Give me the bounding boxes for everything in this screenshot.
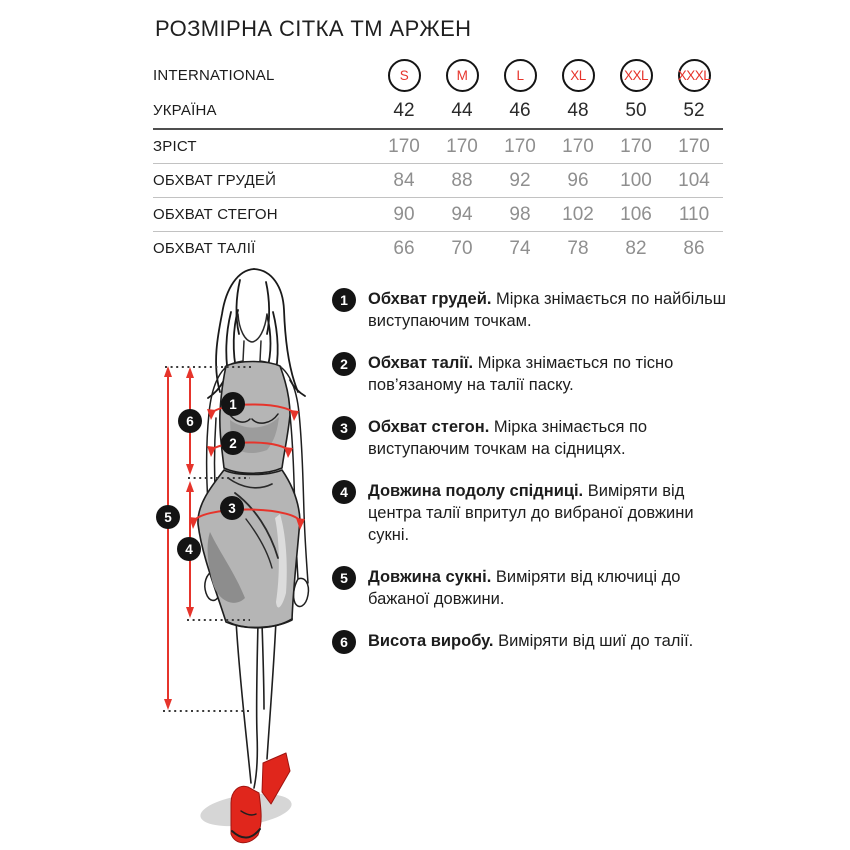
- legend-number-badge: 5: [332, 566, 356, 590]
- marker-6: [178, 409, 202, 433]
- measurement-value: 74: [509, 237, 531, 259]
- international-cell: [549, 59, 607, 92]
- measurement-value: 92: [509, 169, 531, 191]
- value-cell: [665, 204, 723, 226]
- ukraine-size-value: 46: [509, 99, 531, 121]
- size-circle: XL: [562, 59, 595, 92]
- ukraine-label: УКРАЇНА: [153, 102, 217, 119]
- international-cell: [433, 59, 491, 92]
- value-cell: [491, 170, 549, 192]
- table-row: [153, 128, 723, 163]
- measurement-value: 86: [683, 237, 705, 259]
- measurement-value: 106: [620, 203, 652, 225]
- measurement-value: 170: [504, 135, 536, 157]
- value-cell: [549, 204, 607, 226]
- measurement-value: 170: [562, 135, 594, 157]
- legend-item: [332, 352, 734, 396]
- measurement-value: 94: [451, 203, 473, 225]
- measurement-value: 70: [451, 237, 473, 259]
- value-cell: [375, 170, 433, 192]
- measurement-value: 170: [446, 135, 478, 157]
- svg-text:5: 5: [164, 510, 172, 525]
- value-cell: [433, 136, 491, 158]
- legend-item: [332, 566, 734, 610]
- page-title: РОЗМІРНА СІТКА ТМ АРЖЕН: [155, 16, 472, 41]
- measurement-value: 104: [678, 169, 710, 191]
- value-cell: [607, 238, 665, 260]
- marker-5: [156, 505, 180, 529]
- marker-2: [221, 431, 245, 455]
- measurement-legend: [332, 288, 734, 674]
- svg-text:6: 6: [186, 414, 194, 429]
- ukraine-size-value: 50: [625, 99, 647, 121]
- measurement-value: 84: [393, 169, 415, 191]
- ukraine-size-value: 42: [393, 99, 415, 121]
- international-cell: [491, 59, 549, 92]
- ukraine-size-value: 48: [567, 99, 589, 121]
- value-cell: [607, 170, 665, 192]
- measurement-value: 82: [625, 237, 647, 259]
- size-table: [153, 57, 723, 265]
- table-row: [153, 197, 723, 231]
- legend-text: Висота виробу. Виміряти від шиї до талії.: [368, 632, 694, 650]
- value-cell: [375, 204, 433, 226]
- ukraine-cell: [607, 100, 665, 122]
- legend-term: Обхват грудей.: [368, 290, 492, 308]
- value-cell: [665, 238, 723, 260]
- marker-1: [221, 392, 245, 416]
- ukraine-size-value: 52: [683, 99, 705, 121]
- measurement-value: 90: [393, 203, 415, 225]
- legend-number-badge: 3: [332, 416, 356, 440]
- legend-term: Висота виробу.: [368, 632, 494, 650]
- value-cell: [491, 238, 549, 260]
- ukraine-cell: [433, 100, 491, 122]
- svg-text:3: 3: [228, 501, 236, 516]
- value-cell: [665, 136, 723, 158]
- measurement-value: 66: [393, 237, 415, 259]
- legend-text: Довжина сукні. Виміряти від ключиці до бажаної довжини.: [368, 568, 681, 608]
- figure-illustration: [140, 262, 340, 850]
- value-cell: [491, 204, 549, 226]
- legend-term: Довжина подолу спідниці.: [368, 482, 584, 500]
- value-cell: [665, 170, 723, 192]
- legend-text: Обхват стегон. Мірка знімається по виступаючим точкам на сідницях.: [368, 418, 648, 458]
- legend-item: [332, 288, 734, 332]
- ukraine-cell: [549, 100, 607, 122]
- legend-text: Обхват талії. Мірка знімається по тісно пов’язаному на талії паску.: [368, 354, 674, 394]
- measurement-value: 170: [678, 135, 710, 157]
- legend-number-badge: 6: [332, 630, 356, 654]
- legend-term: Обхват стегон.: [368, 418, 490, 436]
- row-label: ОБХВАТ ТАЛІЇ: [153, 240, 256, 257]
- measurement-value: 88: [451, 169, 473, 191]
- size-circle: L: [504, 59, 537, 92]
- ukraine-cell: [375, 100, 433, 122]
- row-label: ОБХВАТ СТЕГОН: [153, 206, 278, 223]
- legend-number-badge: 2: [332, 352, 356, 376]
- value-cell: [433, 170, 491, 192]
- value-cell: [433, 204, 491, 226]
- dress-length-arrow: [164, 366, 172, 710]
- ukraine-cell: [665, 100, 723, 122]
- value-cell: [375, 238, 433, 260]
- svg-text:2: 2: [229, 436, 237, 451]
- legend-term: Обхват талії.: [368, 354, 474, 372]
- measurement-value: 96: [567, 169, 589, 191]
- legend-item: [332, 480, 734, 546]
- legend-term: Довжина сукні.: [368, 568, 492, 586]
- size-circle: S: [388, 59, 421, 92]
- value-cell: [375, 136, 433, 158]
- legend-item: [332, 416, 734, 460]
- ukraine-size-value: 44: [451, 99, 473, 121]
- value-cell: [549, 238, 607, 260]
- dress-bodice: [220, 362, 290, 474]
- svg-text:4: 4: [185, 542, 193, 557]
- measurement-value: 110: [678, 203, 710, 225]
- row-label: ОБХВАТ ГРУДЕЙ: [153, 172, 277, 189]
- measurement-value: 98: [509, 203, 531, 225]
- measurement-value: 170: [620, 135, 652, 157]
- international-cell: [607, 59, 665, 92]
- size-circle: XXL: [620, 59, 653, 92]
- table-row-ukraine: [153, 93, 723, 128]
- table-row: [153, 163, 723, 197]
- legend-number-badge: 1: [332, 288, 356, 312]
- value-cell: [607, 136, 665, 158]
- value-cell: [433, 238, 491, 260]
- measurement-value: 102: [562, 203, 594, 225]
- dress-skirt: [198, 470, 300, 628]
- international-cell: [665, 59, 723, 92]
- measurement-value: 100: [620, 169, 652, 191]
- value-cell: [607, 204, 665, 226]
- marker-3: [220, 496, 244, 520]
- measurement-value: 170: [388, 135, 420, 157]
- value-cell: [491, 136, 549, 158]
- international-cell: [375, 59, 433, 92]
- size-circle: XXXL: [678, 59, 711, 92]
- legend-text: Обхват грудей. Мірка знімається по найбільш виступаючим точкам.: [368, 290, 726, 330]
- table-row: [153, 231, 723, 265]
- ukraine-cell: [491, 100, 549, 122]
- legend-text: Довжина подолу спідниці. Виміряти від центра талії впритул до вибраної довжини сукні.: [368, 482, 694, 544]
- size-circle: M: [446, 59, 479, 92]
- value-cell: [549, 170, 607, 192]
- marker-4: [177, 537, 201, 561]
- value-cell: [549, 136, 607, 158]
- table-row-international: [153, 57, 723, 93]
- legend-item: [332, 630, 734, 654]
- measurement-value: 78: [567, 237, 589, 259]
- international-label: INTERNATIONAL: [153, 66, 275, 84]
- svg-text:1: 1: [229, 397, 237, 412]
- row-label: ЗРІСТ: [153, 138, 197, 155]
- legend-number-badge: 4: [332, 480, 356, 504]
